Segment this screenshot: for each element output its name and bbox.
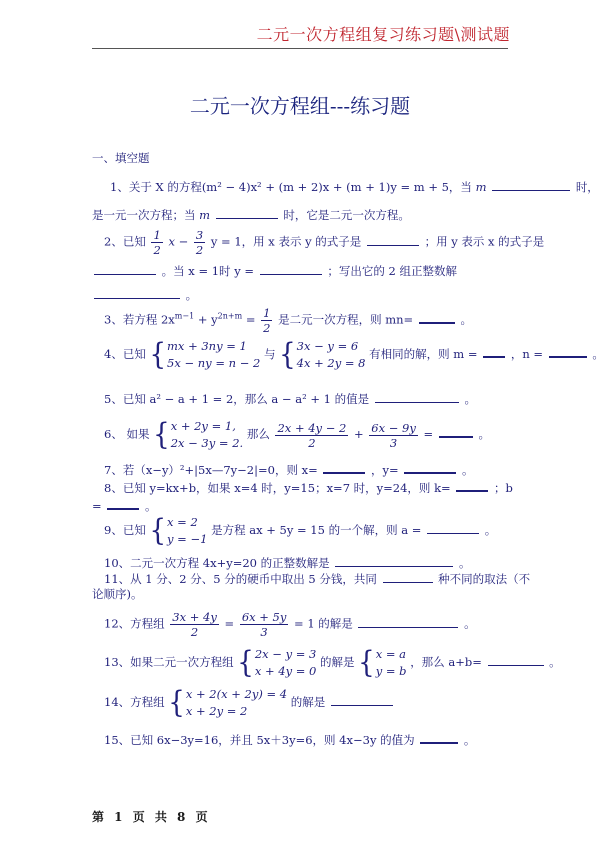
q2-text-2: y = 1，用 x 表示 y 的式子是 (210, 234, 362, 249)
q13-system-1: 2x − y = 3 x + 4y = 0 (254, 647, 317, 678)
q1-text-end: 时， (575, 180, 599, 194)
question-2-line-3 (92, 286, 197, 303)
q3-blank[interactable] (419, 310, 455, 324)
q4-with: 与 (263, 347, 276, 361)
q8-eq: = (92, 499, 102, 513)
question-13: 13、如果二元一次方程组 {2x − y = 3 x + 4y = 0 的解是 {x = a y = b ，那么 a+b= 。 (104, 645, 561, 681)
q1-blank-2[interactable] (216, 206, 278, 219)
q8-end: 。 (144, 499, 157, 513)
header-title: 二元一次方程组复习练习题\测试题 (256, 25, 510, 44)
q5-end: 。 (464, 392, 476, 406)
q13-text-3: ，那么 a+b= (410, 655, 482, 669)
question-12 (104, 610, 476, 639)
q10-blank[interactable] (335, 554, 453, 567)
question-14: 14、方程组 {x + 2(x + 2y) = 4 x + 2y = 2 的解是 (104, 686, 395, 720)
q6-eq: = (423, 427, 434, 441)
q10-end: 。 (458, 556, 471, 570)
q6-blank[interactable] (439, 424, 473, 438)
q4-text-2: 有相同的解，则 m = (369, 347, 478, 361)
q1-var-2: m (199, 208, 211, 222)
question-8-line-2 (92, 496, 156, 514)
q12-blank[interactable] (358, 615, 458, 628)
q4-system-1: mx + 3ny = 1 5x − ny = n − 2 (167, 339, 261, 370)
q6-plus: + (353, 427, 364, 441)
q4-text: 4、已知 (104, 347, 146, 361)
q6-text-2: 那么 (246, 427, 270, 441)
q14-text-2: 的解是 (290, 695, 326, 709)
q9-blank[interactable] (427, 521, 479, 534)
question-3 (104, 306, 472, 335)
q15-text: 15、已知 6x−3y=16，并且 5x＋3y=6，则 4x−3y 的值为 (104, 733, 415, 747)
q7-blank-1[interactable] (323, 460, 365, 474)
q12-eq: = (224, 616, 235, 631)
q2-line2-b: ；写出它的 2 组正整数解 (327, 264, 457, 278)
q2-fraction-1: $\frac{1}{2}$ (153, 228, 161, 257)
q2-text: 2、已知 (104, 234, 146, 249)
q3-exp-2: 2n+m (217, 311, 243, 321)
q13-blank[interactable] (488, 653, 544, 666)
header-rule (92, 48, 508, 49)
q4-blank-1[interactable] (483, 344, 505, 358)
q6-fraction-1: $\frac{2x + 4y - 2}{2}$ (277, 420, 347, 450)
question-15 (104, 730, 475, 748)
question-9: 9、已知 {x = 2 y = −1 是方程 ax + 5y = 15 的一个解，则 a = 。 (104, 513, 497, 549)
question-2 (104, 228, 544, 257)
q2-fraction-2: $\frac{3}{2}$ (195, 228, 204, 257)
q7-end: 。 (462, 463, 474, 477)
q1-line2: 是一元一次方程；当 (92, 208, 196, 222)
section-heading: 一、填空题 (92, 151, 150, 165)
q15-end: 。 (463, 733, 476, 747)
q9-system: x = 2 y = −1 (167, 515, 208, 546)
q8-blank-2[interactable] (107, 496, 139, 510)
q2-mid: x − (168, 234, 189, 249)
q6-fraction-2: $\frac{6x - 9y}{3}$ (371, 420, 416, 450)
q7-text-2: ，y= (371, 463, 399, 477)
q4-text-3: ，n = (510, 347, 544, 361)
q1-line2-end: 时，它是二元一次方程。 (283, 208, 410, 222)
question-5 (104, 390, 476, 407)
q6-system: x + 2y = 1, 2x − 3y = 2. (170, 419, 244, 450)
q11-text-2: 种不同的取法（不 (438, 572, 531, 586)
q2-line3: 。 (185, 288, 198, 302)
question-2-line-2 (92, 262, 457, 279)
q12-text: 12、方程组 (104, 616, 165, 631)
q12-text-2: = 1 的解是 (294, 616, 353, 631)
question-1 (110, 178, 599, 195)
question-11-line-2 (92, 586, 143, 602)
q12-end: 。 (464, 616, 476, 631)
q4-end: 。 (592, 347, 604, 361)
q3-text: 3、若方程 2x (104, 312, 175, 327)
q5-text: 5、已知 a² − a + 1 = 2，那么 a − a² + 1 的值是 (104, 392, 370, 406)
question-10 (104, 554, 470, 571)
question-7 (104, 460, 474, 478)
q2-text-3: ；用 y 表示 x 的式子是 (424, 234, 545, 249)
question-4: 4、已知 {mx + 3ny = 1 5x − ny = n − 2 与 {3x − y = 6 4x + 2y = 8 有相同的解，则 m = ，n = 。 (104, 337, 604, 373)
q3-fraction: $\frac{1}{2}$ (263, 306, 271, 335)
q3-eq: = (245, 312, 256, 327)
q3-text-3: 是二元一次方程，则 mn= (278, 312, 414, 327)
q5-blank[interactable] (375, 390, 459, 403)
q3-exp-1: m−1 (174, 311, 195, 321)
q7-text: 7、若（x−y）²+|5x—7y−2|=0，则 x= (104, 463, 318, 477)
q1-var: m (475, 180, 487, 194)
q4-system-2: 3x − y = 6 4x + 2y = 8 (296, 339, 366, 370)
q14-system: x + 2(x + 2y) = 4 x + 2y = 2 (185, 687, 288, 718)
q13-text: 13、如果二元一次方程组 (104, 655, 234, 669)
q11-text-3: 论顺序)。 (92, 587, 143, 601)
q1-text: 1、关于 X 的方程(m² − 4)x² + (m + 2)x + (m + 1)y = m + 5，当 (110, 180, 472, 194)
q3-end: 。 (460, 312, 473, 327)
q4-blank-2[interactable] (549, 344, 587, 358)
page-footer: 第 1 页 共 8 页 (92, 810, 211, 824)
question-11 (104, 570, 530, 587)
q8-text-2: ；b (494, 481, 513, 495)
question-1-line-2 (92, 206, 410, 223)
document-title: 二元一次方程组---练习题 (189, 94, 411, 118)
q6-end: 。 (478, 427, 490, 441)
q1-blank-1[interactable] (492, 178, 570, 191)
q2-line2-a: 。当 x = 1时 y = (161, 264, 255, 278)
q8-text: 8、已知 y=kx+b，如果 x=4 时，y=15；x=7 时，y=24，则 k= (104, 481, 451, 495)
q2-blank-4[interactable] (94, 286, 180, 299)
question-6: 6、 如果 {x + 2y = 1, 2x − 3y = 2. 那么 $\frac{2x + 4y - 2}{2}$ + $\frac{6x - 9y}{3}$ = 。 (104, 417, 490, 453)
q7-blank-2[interactable] (404, 460, 456, 474)
q11-text: 11、从 1 分、2 分、5 分的硬币中取出 5 分钱，共同 (104, 572, 377, 586)
q2-blank-3[interactable] (260, 262, 322, 275)
q14-blank[interactable] (331, 693, 393, 706)
q14-text: 14、方程组 (104, 695, 165, 709)
q3-text-2: + y (197, 312, 218, 327)
q10-text: 10、二元一次方程 4x+y=20 的正整数解是 (104, 556, 330, 570)
q11-blank[interactable] (383, 570, 433, 583)
q13-system-2: x = a y = b (375, 647, 407, 678)
question-8 (104, 478, 513, 496)
q13-end: 。 (549, 655, 561, 669)
q6-text: 6、 如果 (104, 427, 150, 441)
q15-blank[interactable] (420, 730, 458, 744)
q9-end: 。 (484, 523, 497, 537)
q2-blank-1[interactable] (367, 233, 419, 246)
q12-fraction-1: $\frac{3x + 4y}{2}$ (172, 610, 217, 639)
q9-text-2: 是方程 ax + 5y = 15 的一个解，则 a = (211, 523, 422, 537)
q13-text-2: 的解是 (320, 655, 355, 669)
q9-text: 9、已知 (104, 523, 146, 537)
q2-blank-2[interactable] (94, 262, 156, 275)
q8-blank-1[interactable] (456, 478, 488, 492)
q12-fraction-2: $\frac{6x + 5y}{3}$ (241, 610, 287, 639)
